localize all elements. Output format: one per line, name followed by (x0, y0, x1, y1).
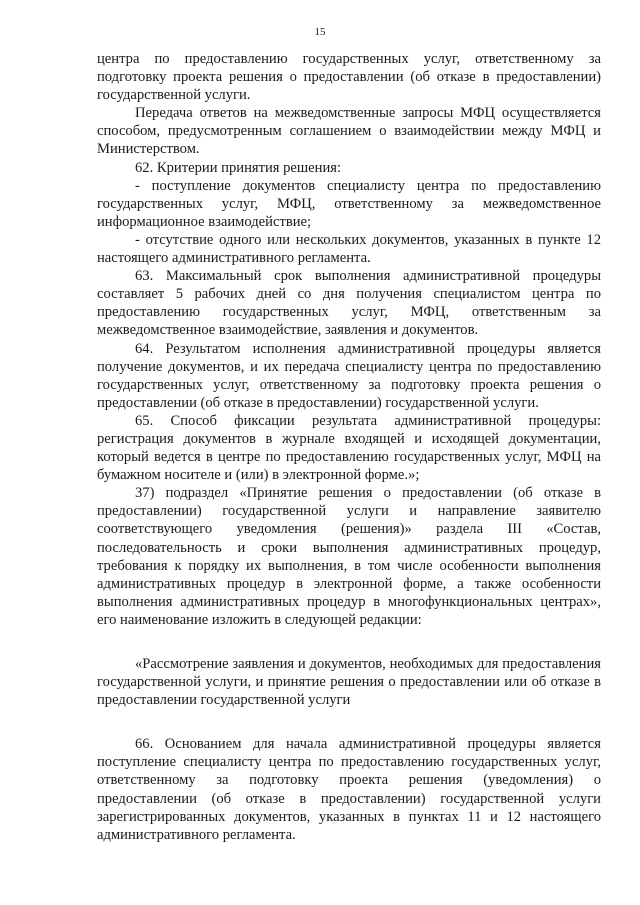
paragraph-continuation: центра по предоставлению государственных услуг, ответственному за подготовку проекта решения о предоставлении (об отказе в предоставлении) государственной услуги. (97, 51, 601, 104)
paragraph-66: 66. Основанием для начала административной процедуры является поступление специалисту центра по предоставлению государственных услуг, ответственному за подготовку проекта решения (уведомления) о предоставлении (об отказе в предоставлении) государственной услуги зарегистрированных документов, указанных в пунктах 11 и 12 настоящего административного регламента. (97, 736, 601, 843)
paragraph-mfc-responses: Передача ответов на межведомственные запросы МФЦ осуществляется способом, предусмотренным соглашением о взаимодействии между МФЦ и Министерством. (97, 105, 601, 158)
paragraph-63: 63. Максимальный срок выполнения административной процедуры составляет 5 рабочих дней со дня получения специалистом центра по предоставлению государственных услуг, МФЦ, ответственным за межведомственное взаимодействие, заявления и документов. (97, 268, 601, 339)
subsection-title-quote: «Рассмотрение заявления и документов, необходимых для предоставления государственной услуги, и принятие решения о предоставлении или об отказе в предоставлении государственной услуги (97, 656, 601, 709)
paragraph-65: 65. Способ фиксации результата административной процедуры: регистрация документов в журнале входящей и исходящей документации, который ведется в центре по предоставлению государственных услуг, МФЦ на бумажном носителе и (или) в электронной форме.»; (97, 412, 601, 484)
paragraph-37: 37) подраздел «Принятие решения о предоставлении (об отказе в предоставлении) государственной услуги и направление заявителю соответствующего уведомления (решения)» раздела III «Состав, последовательность и сроки выполнения административных процедур, требования к порядку их выполнения, в том числе особенности выполнения административных процедур в электронной форме, а также особенности выполнения административных процедур в многофункциональных центрах», его наименование изложить в следующей редакции: (97, 485, 601, 628)
document-body (97, 50, 601, 844)
page-number: 15 (314, 26, 326, 38)
paragraph-62-item-1: - поступление документов специалисту центра по предоставлению государственных услуг, МФЦ, ответственному за межведомственное информационное взаимодействие; (97, 177, 601, 230)
paragraph-62-item-2: - отсутствие одного или нескольких документов, указанных в пункте 12 настоящего административного регламента. (97, 231, 601, 267)
paragraph-62-heading: 62. Критерии принятия решения: (135, 159, 342, 176)
paragraph-64: 64. Результатом исполнения административной процедуры является получение документов, и их передача специалисту центра по предоставлению государственных услуг, ответственному за подготовку проекта решения о предоставлении (об отказе в предоставлении) государственной услуги. (97, 340, 601, 411)
